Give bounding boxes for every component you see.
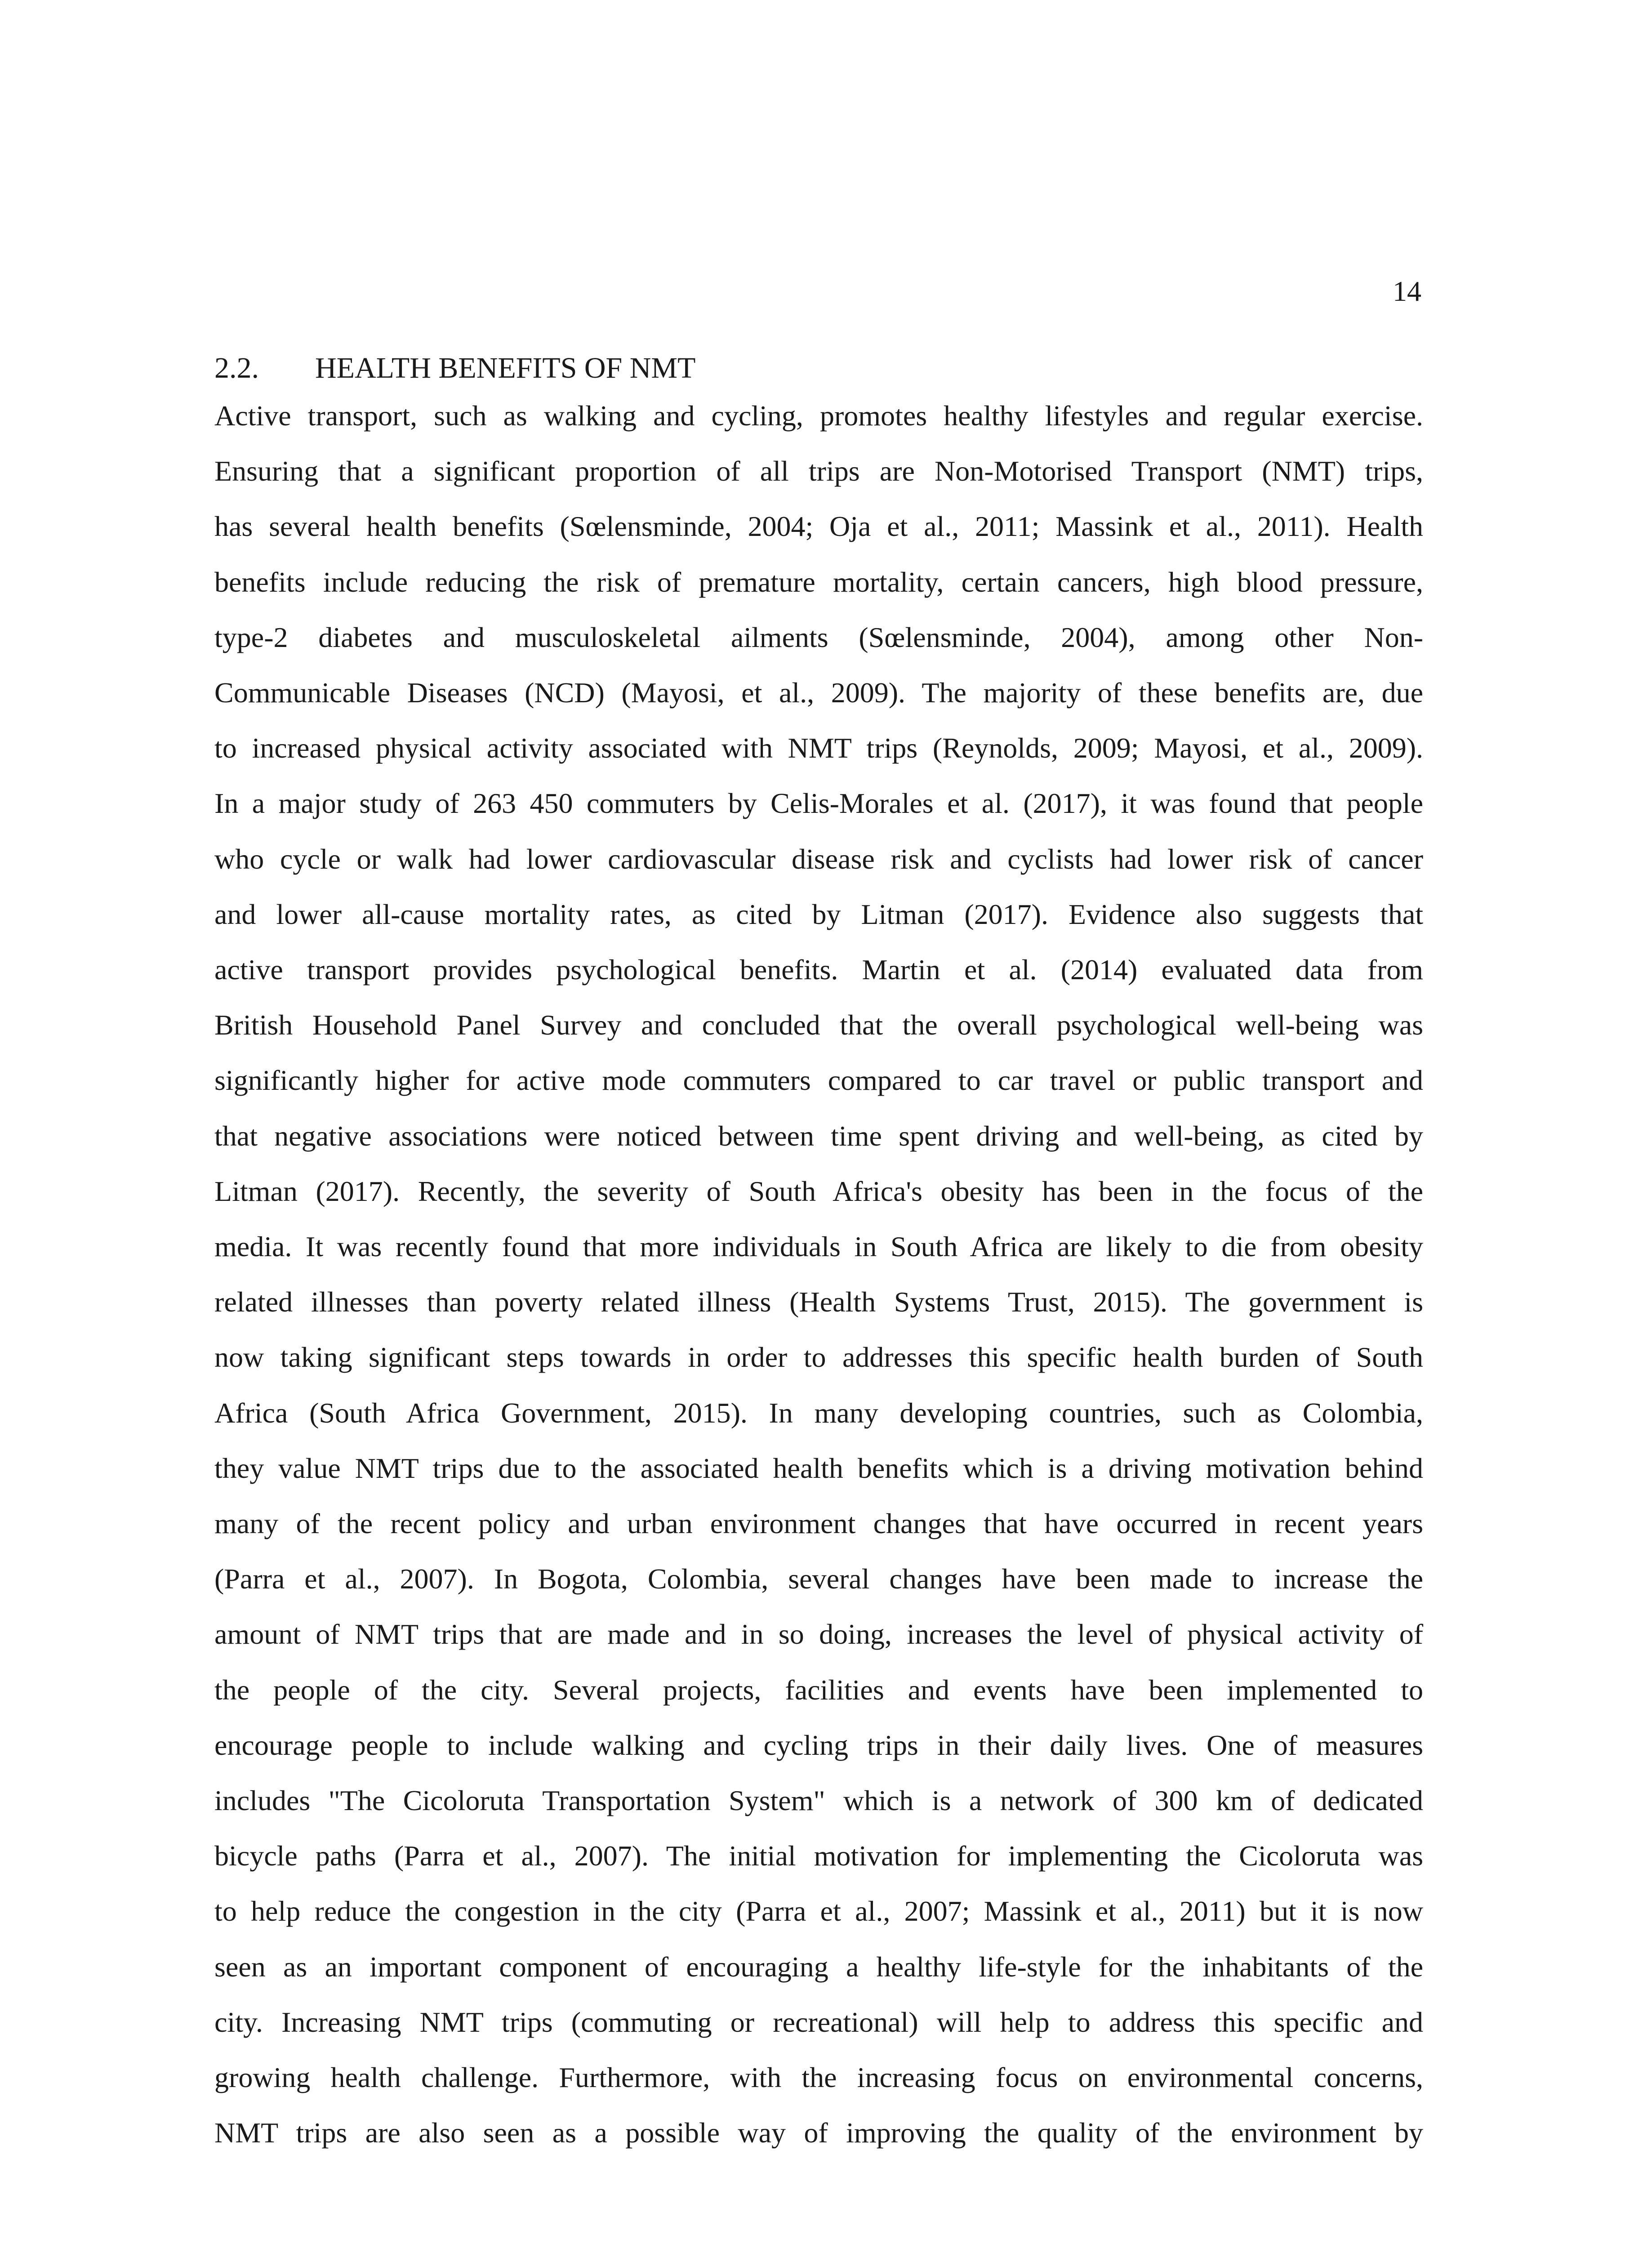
paragraph-line: (Parra et al., 2007). In Bogota, Colombia, several changes have been made to increase the [214, 1563, 1423, 1595]
paragraph-line: growing health challenge. Furthermore, with the increasing focus on environmental concerns, [214, 2061, 1423, 2094]
paragraph-line: Ensuring that a significant proportion of all trips are Non-Motorised Transport (NMT) trips, [214, 455, 1423, 487]
page-content [214, 348, 1423, 2161]
paragraph-line: NMT trips are also seen as a possible way of improving the quality of the environment by [214, 2117, 1423, 2149]
paragraph-line: media. It was recently found that more individuals in South Africa are likely to die from obesity [214, 1231, 1423, 1263]
paragraph-line: Africa (South Africa Government, 2015). In many developing countries, such as Colombia, [214, 1396, 1423, 1429]
paragraph-line: encourage people to include walking and cycling trips in their daily lives. One of measures [214, 1729, 1423, 1761]
paragraph-line: Litman (2017). Recently, the severity of South Africa's obesity has been in the focus of the [214, 1175, 1423, 1207]
section-heading [214, 348, 1423, 388]
section-number: 2.2. [214, 352, 259, 384]
paragraph-line: In a major study of 263 450 commuters by Celis-Morales et al. (2017), it was found that people [214, 787, 1423, 820]
paragraph-line: active transport provides psychological benefits. Martin et al. (2014) evaluated data from [214, 954, 1423, 986]
paragraph-line: amount of NMT trips that are made and in so doing, increases the level of physical activity of [214, 1618, 1423, 1650]
paragraph-line: includes "The Cicoloruta Transportation System" which is a network of 300 km of dedicated [214, 1784, 1423, 1817]
paragraph-line: significantly higher for active mode commuters compared to car travel or public transport and [214, 1064, 1423, 1097]
paragraph-line: Active transport, such as walking and cycling, promotes healthy lifestyles and regular exercise. [214, 400, 1423, 432]
paragraph-line: Communicable Diseases (NCD) (Mayosi, et al., 2009). The majority of these benefits are, due [214, 677, 1423, 709]
paragraph-line: type-2 diabetes and musculoskeletal ailments (Sœlensminde, 2004), among other Non- [214, 621, 1423, 653]
paragraph-line: they value NMT trips due to the associated health benefits which is a driving motivation behind [214, 1452, 1423, 1484]
paragraph-line: benefits include reducing the risk of premature mortality, certain cancers, high blood pressure, [214, 566, 1423, 598]
paragraph-line: many of the recent policy and urban environment changes that have occurred in recent years [214, 1508, 1423, 1540]
paragraph-line: to help reduce the congestion in the city (Parra et al., 2007; Massink et al., 2011) but it is now [214, 1895, 1423, 1927]
paragraph-line: that negative associations were noticed between time spent driving and well-being, as cited by [214, 1120, 1423, 1152]
paragraph-line: British Household Panel Survey and concluded that the overall psychological well-being was [214, 1009, 1423, 1041]
paragraph-line: and lower all-cause mortality rates, as cited by Litman (2017). Evidence also suggests that [214, 898, 1423, 930]
paragraph-line: to increased physical activity associated with NMT trips (Reynolds, 2009; Mayosi, et al., 2009). [214, 732, 1423, 764]
paragraph-line: seen as an important component of encouraging a healthy life-style for the inhabitants of the [214, 1950, 1423, 1983]
paragraph-line: bicycle paths (Parra et al., 2007). The initial motivation for implementing the Cicoloruta was [214, 1840, 1423, 1872]
paragraph-line: city. Increasing NMT trips (commuting or recreational) will help to address this specific and [214, 2006, 1423, 2038]
paragraph-line: related illnesses than poverty related illness (Health Systems Trust, 2015). The government is [214, 1286, 1423, 1318]
paragraph-line: who cycle or walk had lower cardiovascular disease risk and cyclists had lower risk of cancer [214, 843, 1423, 875]
section-title: HEALTH BENEFITS OF NMT [315, 352, 696, 384]
paragraph-line: the people of the city. Several projects, facilities and events have been implemented to [214, 1673, 1423, 1706]
paragraph-line: has several health benefits (Sœlensminde, 2004; Oja et al., 2011; Massink et al., 2011). Health [214, 510, 1423, 543]
body-paragraph [214, 388, 1423, 2161]
paragraph-line: now taking significant steps towards in order to addresses this specific health burden of South [214, 1341, 1423, 1374]
page-number: 14 [1393, 275, 1421, 307]
